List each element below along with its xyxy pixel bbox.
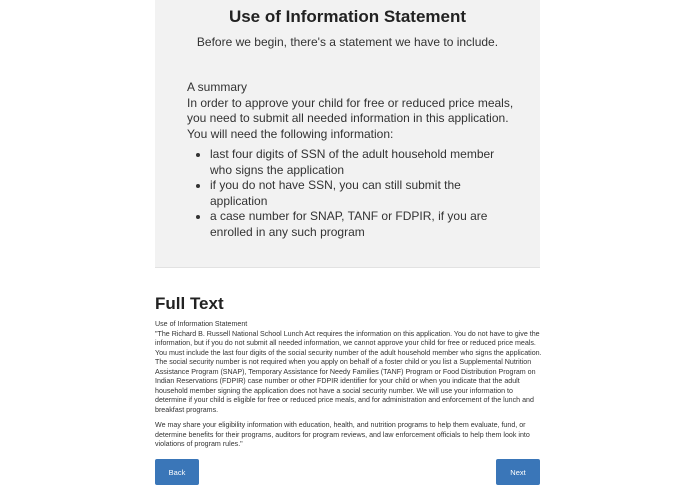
requirement-case-number: • a case number for SNAP, TANF or FDPIR, if you are enrolled in any such program [210, 209, 517, 240]
summary-block [187, 80, 517, 240]
full-text-paragraph-1: "The Richard B. Russell National School Lunch Act requires the information on this application. You do not have to give the information, but if you do not submit all needed information, we cannot approve your child for free or reduced price meals. You must include the last four digits of the social security number of the adult household member who signs the application. The social security number is not required when you apply on behalf of a foster child or you list a Supplemental Nutrition Assistance Program (SNAP), Temporary Assistance for Needy Families (TANF) Program or Food Distribution Program on Indian Reservations (FDPIR) case number or other FDPIR identifier for your child or when you indicate that the adult household member signing the application does not have a social security number. We will use your information to determine if your child is eligible for free or reduced price meals, and for administration and enforcement of the lunch and breakfast programs. [155, 329, 542, 414]
summary-intro-line-1: In order to approve your child for free or reduced price meals, [187, 95, 514, 110]
full-text-paragraph-2: We may share your eligibility information with education, health, and nutrition programs to help them evaluate, fund, or determine benefits for their programs, auditors for program reviews, and law enforcement officials to help them look into violations of program rules." [155, 421, 530, 448]
full-text-heading: Full Text [155, 294, 224, 313]
next-button[interactable]: Next [496, 459, 540, 485]
page-title: Use of Information Statement [228, 7, 467, 26]
full-text-body [155, 320, 543, 450]
requirement-ssn: • last four digits of SSN of the adult household member who signs the application [210, 147, 517, 178]
requirement-no-ssn: • if you do not have SSN, you can still submit the application [210, 178, 517, 209]
back-button[interactable]: Back [155, 459, 199, 485]
panel-subtitle: Before we begin, there's a statement we have to include. [196, 35, 499, 49]
summary-intro-line-3: You will need the following information: [187, 126, 394, 141]
requirements-list [187, 147, 517, 240]
summary-panel [155, 0, 540, 268]
summary-heading: A summary [187, 80, 248, 94]
summary-intro-line-2: you need to submit all needed information in this application. [187, 111, 509, 125]
full-text-label: Use of Information Statement [155, 320, 248, 328]
